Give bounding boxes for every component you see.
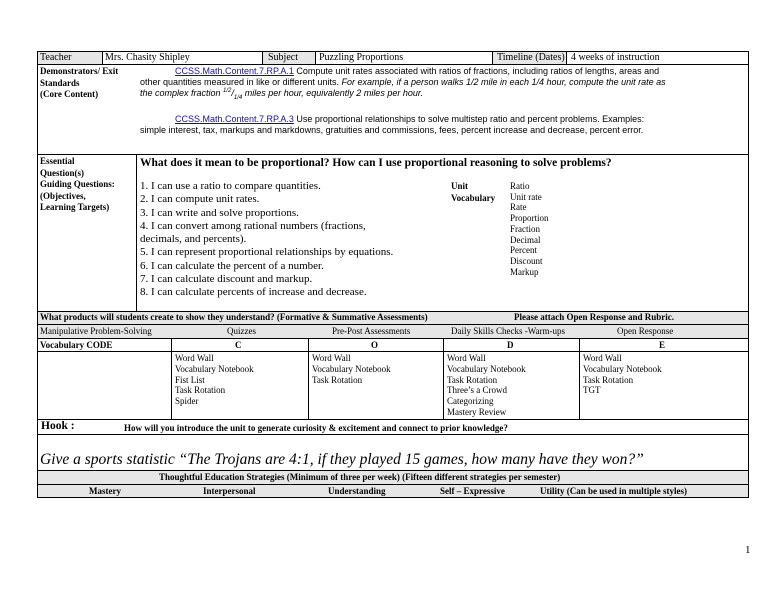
style-utility: Utility (Can be used in multiple styles) xyxy=(540,486,688,496)
strategy-list-d xyxy=(447,353,526,418)
rule xyxy=(171,338,172,420)
list-item: Task Rotation xyxy=(583,374,634,385)
strategy-list-o xyxy=(312,353,391,385)
list-item: TGT xyxy=(583,385,601,396)
style-self-expressive: Self – Expressive xyxy=(440,486,505,496)
rule xyxy=(308,338,309,420)
rule xyxy=(102,51,103,65)
learning-target: 6. I can calculate the percent of a number. xyxy=(140,259,324,272)
rule xyxy=(37,338,749,339)
list-item: Word Wall xyxy=(447,353,486,363)
essential-label: Essential Question(s) Guiding Questions: (Objectives, Learning Targets) xyxy=(40,156,115,212)
list-item: Word Wall xyxy=(175,353,214,363)
learning-targets xyxy=(140,180,393,300)
standard-2-link[interactable]: CCSS.Math.Content.7.RP.A.3 xyxy=(175,114,294,124)
list-item: Mastery Review xyxy=(447,406,507,417)
learning-target: decimals, and percents). xyxy=(140,233,247,246)
style-understanding: Understanding xyxy=(328,486,386,496)
vocab-word: Rate xyxy=(510,202,527,213)
column-manipulative: Manipulative Problem-Solving xyxy=(40,326,152,336)
rule xyxy=(37,419,749,420)
rule xyxy=(37,497,749,498)
vocab-word: Unit rate xyxy=(510,191,542,202)
strategies-title: Thoughtful Education Strategies (Minimum of three per week) (Fifteen different strategies per semester) xyxy=(159,472,561,482)
vocab-code-label: Vocabulary CODE xyxy=(40,340,113,350)
vocab-word: Discount xyxy=(510,255,543,266)
column-open-response: Open Response xyxy=(617,326,674,336)
rule xyxy=(37,484,749,485)
timeline-value: 4 weeks of instruction xyxy=(571,52,660,63)
list-item: Spider xyxy=(175,396,199,407)
rule xyxy=(37,64,749,65)
attach-note: Please attach Open Response and Rubric. xyxy=(514,312,675,322)
list-item: Task Rotation xyxy=(175,385,226,396)
learning-target: 7. I can calculate discount and markup. xyxy=(140,273,313,286)
rule xyxy=(37,470,749,471)
standard-1-line-1: CCSS.Math.Content.7.RP.A.1 Compute unit rates associated with ratios of fractions, including ratios of lengths, areas and xyxy=(175,66,660,76)
list-item: Fist List xyxy=(175,374,205,385)
learning-target: 4. I can convert among rational numbers (fractions, xyxy=(140,219,366,232)
standards-label: Demonstrators/ Exit Standards (Core Content) xyxy=(40,66,119,99)
timeline-label: Timeline (Dates) xyxy=(497,52,565,63)
list-item: Vocabulary Notebook xyxy=(583,363,662,374)
subject-value: Puzzling Proportions xyxy=(319,52,404,63)
vocab-word: Fraction xyxy=(510,223,540,234)
list-item: Vocabulary Notebook xyxy=(175,363,254,374)
rule xyxy=(136,154,137,312)
rule xyxy=(443,338,444,420)
rule xyxy=(37,434,749,435)
rule xyxy=(492,51,493,65)
rule xyxy=(37,351,749,352)
list-item: Categorizing xyxy=(447,396,494,407)
page-number: 1 xyxy=(745,544,751,556)
teacher-name: Mrs. Chasity Shipley xyxy=(105,52,190,63)
hook-label: Hook : xyxy=(41,420,75,432)
strategy-list-c xyxy=(175,353,254,407)
hook-answer: Give a sports statistic “The Trojans are 4:1, if they played 15 games, how many have they won?” xyxy=(40,451,644,468)
fraction-numerator: 1/2 xyxy=(223,88,232,94)
learning-target: 1. I can use a ratio to compare quantities. xyxy=(140,180,321,192)
standard-1-link[interactable]: CCSS.Math.Content.7.RP.A.1 xyxy=(175,66,294,76)
rule xyxy=(37,51,38,498)
standard-1-line-2: other quantities measured in like or different units. For example, if a person walks 1/2 mile in each 1/4 hour, compute the unit rate as xyxy=(140,77,666,87)
strategy-list-e xyxy=(583,353,662,396)
vocabulary-list xyxy=(510,181,549,277)
hook-question: How will you introduce the unit to generate curiosity & excitement and connect to prior knowledge? xyxy=(124,423,508,433)
rule xyxy=(37,154,749,155)
list-item: Three’s a Crowd xyxy=(447,385,507,396)
style-mastery: Mastery xyxy=(89,486,121,496)
rule xyxy=(579,338,580,420)
code-c: C xyxy=(235,340,242,350)
teacher-label: Teacher xyxy=(40,52,72,63)
column-pre-post: Pre-Post Assessments xyxy=(332,326,411,336)
rule xyxy=(37,324,749,325)
code-d: D xyxy=(507,340,514,350)
code-o: O xyxy=(371,340,379,350)
standard-1-line-3: the complex fraction $^{1/2}/_{1/4}$ miles per hour, equivalently 2 miles per hour. xyxy=(140,88,424,101)
vocab-word: Proportion xyxy=(510,213,549,224)
list-item: Word Wall xyxy=(312,353,351,363)
learning-target: 5. I can represent proportional relationships by equations. xyxy=(140,246,394,259)
vocab-word: Percent xyxy=(510,245,537,256)
essential-question: What does it mean to be proportional? How can I use proportional reasoning to solve problems? xyxy=(140,157,612,169)
rule xyxy=(566,51,567,65)
code-e: E xyxy=(659,340,666,350)
standard-2-line-2: simple interest, tax, markups and markdowns, gratuities and commissions, fees, percent increase and decrease, percent error. xyxy=(140,125,644,135)
list-item: Word Wall xyxy=(583,353,622,363)
column-quizzes: Quizzes xyxy=(227,326,256,336)
list-item: Task Rotation xyxy=(312,374,363,385)
rule xyxy=(748,51,749,498)
column-daily-skills: Daily Skills Checks -Warm-ups xyxy=(451,326,566,336)
unit-vocabulary-label: Unit Vocabulary xyxy=(451,181,496,203)
learning-target: 2. I can compute unit rates. xyxy=(140,193,260,206)
list-item: Task Rotation xyxy=(447,374,498,385)
learning-target: 3. I can write and solve proportions. xyxy=(140,206,299,219)
vocab-word: Markup xyxy=(510,266,539,277)
style-interpersonal: Interpersonal xyxy=(203,486,256,496)
list-item: Vocabulary Notebook xyxy=(447,363,526,374)
rule xyxy=(315,51,316,65)
standard-2-line-1: CCSS.Math.Content.7.RP.A.3 Use proportional relationships to solve multistep ratio and percent problems. Examples: xyxy=(175,114,645,124)
learning-target: 8. I can calculate percents of increase and decrease. xyxy=(140,286,367,299)
list-item: Vocabulary Notebook xyxy=(312,363,391,374)
fraction-denominator: 1/4 xyxy=(233,94,243,101)
rule xyxy=(262,51,263,65)
vocab-word: Decimal xyxy=(510,234,541,245)
subject-label: Subject xyxy=(268,52,298,63)
vocab-word: Ratio xyxy=(510,181,530,191)
products-prompt: What products will students create to show they understand? (Formative & Summative Assessments) xyxy=(40,312,428,322)
